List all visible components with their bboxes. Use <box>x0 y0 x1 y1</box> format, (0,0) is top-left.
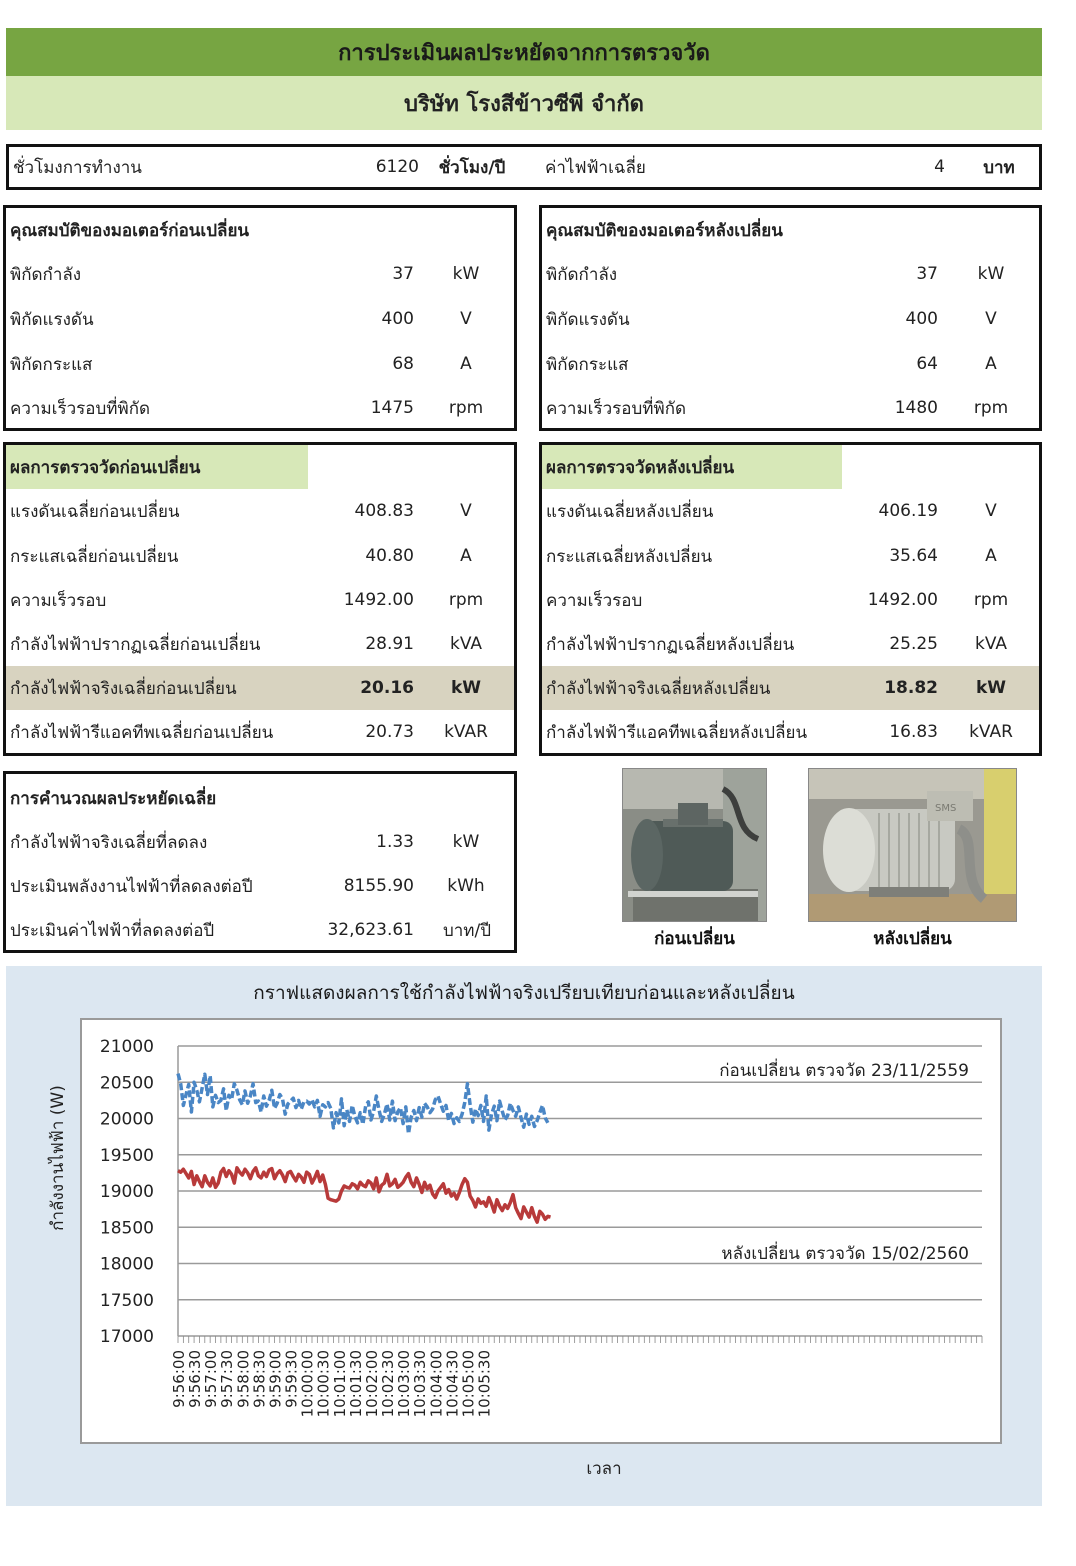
legend-after: หลังเปลี่ยน ตรวจวัด 15/02/2560 <box>721 1244 969 1264</box>
row-label: กระแสเฉลี่ยก่อนเปลี่ยน <box>10 546 179 567</box>
x-tick-label: 10:02:30 <box>379 1350 398 1418</box>
row-unit: kW <box>452 832 480 852</box>
motor-after-photo <box>808 768 1017 922</box>
row-value: 25.25 <box>889 634 938 654</box>
row-value: 20.73 <box>365 722 414 742</box>
table-row <box>542 386 1039 430</box>
table-row <box>542 710 1039 754</box>
row-unit: rpm <box>973 590 1009 610</box>
x-tick-label: 9:58:00 <box>234 1350 253 1408</box>
row-label: กำลังไฟฟ้าปรากฏเฉลี่ยหลังเปลี่ยน <box>546 634 795 655</box>
row-value: 400 <box>381 309 414 329</box>
table-row <box>6 622 514 666</box>
row-value: 408.83 <box>354 501 414 521</box>
row-label: กำลังไฟฟ้ารีแอคทีพเฉลี่ยก่อนเปลี่ยน <box>10 722 274 743</box>
chart-panel <box>6 966 1042 1506</box>
x-tick-label: 10:04:00 <box>427 1350 446 1418</box>
row-unit: kVA <box>974 634 1008 654</box>
y-tick-labels <box>100 1037 154 1347</box>
table-row <box>542 534 1039 578</box>
measure-before-heading: ผลการตรวจวัดก่อนเปลี่ยน <box>10 457 201 478</box>
motor-before-photo <box>622 768 767 922</box>
row-unit: A <box>985 354 997 374</box>
motor-after-box <box>539 205 1042 431</box>
series-after-line <box>178 1168 551 1222</box>
row-unit: kW <box>975 678 1007 698</box>
table-row <box>6 342 514 386</box>
y-axis-label: กำลังงานไฟฟ้า (W) <box>48 1085 68 1231</box>
y-tick-label: 19000 <box>99 1182 154 1202</box>
row-label: ความเร็วรอบที่พิกัด <box>546 398 687 419</box>
table-row <box>6 578 514 622</box>
row-label: ประเมินพลังงานไฟฟ้าที่ลดลงต่อปี <box>10 876 253 897</box>
row-label: พิกัดกำลัง <box>546 264 618 285</box>
row-unit: rpm <box>973 398 1009 418</box>
summary-box <box>6 144 1042 190</box>
table-row <box>6 710 514 754</box>
motor-before-image <box>623 769 767 922</box>
legend-before: ก่อนเปลี่ยน ตรวจวัด 23/11/2559 <box>719 1061 969 1081</box>
measure-before-heading-row <box>6 445 514 489</box>
row-value: 1492.00 <box>343 590 414 610</box>
tariff-unit: บาท <box>983 157 1015 178</box>
y-tick-label: 19500 <box>99 1145 154 1166</box>
page-title: การประเมินผลประหยัดจากการตรวจวัด <box>6 28 1042 76</box>
table-row <box>542 489 1039 533</box>
company-name: บริษัท โรงสีข้าวซีพี จำกัด <box>6 76 1042 130</box>
row-unit: kW <box>452 264 480 284</box>
row-value: 40.80 <box>365 546 414 566</box>
x-tick-label: 9:59:00 <box>266 1350 285 1408</box>
row-label: กำลังไฟฟ้าจริงเฉลี่ยหลังเปลี่ยน <box>546 678 771 699</box>
row-unit: kW <box>977 264 1005 284</box>
hours-value: 6120 <box>375 157 419 177</box>
chart-series <box>178 1074 551 1223</box>
row-label: พิกัดกระแส <box>546 354 629 375</box>
y-tick-label: 20000 <box>99 1109 154 1130</box>
table-row-highlight <box>542 666 1039 710</box>
row-value: 8155.90 <box>343 876 414 896</box>
x-tick-labels <box>170 1350 494 1417</box>
row-label: แรงดันเฉลี่ยหลังเปลี่ยน <box>546 501 714 522</box>
x-axis-label: เวลา <box>586 1459 622 1479</box>
row-value: 406.19 <box>878 501 938 521</box>
motor-before-box <box>3 205 517 431</box>
row-label: กำลังไฟฟ้ารีแอคทีพเฉลี่ยหลังเปลี่ยน <box>546 722 808 743</box>
x-tick-label: 10:01:00 <box>330 1350 349 1418</box>
row-unit: kW <box>450 678 482 698</box>
row-unit: A <box>985 546 997 566</box>
table-row <box>6 297 514 341</box>
row-label: แรงดันเฉลี่ยก่อนเปลี่ยน <box>10 501 180 522</box>
row-label: พิกัดแรงดัน <box>10 309 94 330</box>
x-tick-label: 10:00:30 <box>314 1350 333 1418</box>
tariff-label: ค่าไฟฟ้าเฉลี่ย <box>545 157 646 178</box>
savings-heading-row <box>6 776 514 820</box>
x-minor-ticks <box>178 1336 982 1343</box>
hours-label: ชั่วโมงการทำงาน <box>13 157 142 178</box>
table-row <box>6 252 514 296</box>
measure-after-box <box>539 442 1042 756</box>
row-unit: kVAR <box>969 722 1013 742</box>
row-label: พิกัดกำลัง <box>10 264 82 285</box>
nameplate-text: SMS <box>935 803 957 814</box>
motor-after-heading-row <box>542 208 1039 252</box>
row-label: พิกัดกระแส <box>10 354 93 375</box>
table-row <box>6 489 514 533</box>
measure-after-heading-row <box>542 445 1039 489</box>
row-value: 37 <box>392 264 414 284</box>
x-tick-label: 10:02:00 <box>362 1350 381 1418</box>
row-unit: kWh <box>447 876 485 896</box>
row-value: 400 <box>905 309 938 329</box>
row-value: 1480 <box>894 398 938 418</box>
x-tick-label: 10:05:00 <box>459 1350 478 1418</box>
row-unit: V <box>460 501 472 521</box>
row-unit: V <box>985 501 997 521</box>
x-tick-label: 10:00:00 <box>298 1350 317 1418</box>
savings-heading: การคำนวณผลประหยัดเฉลี่ย <box>10 788 217 809</box>
x-tick-label: 9:56:30 <box>186 1350 205 1408</box>
savings-box <box>3 771 517 953</box>
row-value: 64 <box>916 354 938 374</box>
measure-after-heading: ผลการตรวจวัดหลังเปลี่ยน <box>546 457 735 478</box>
motor-before-heading: คุณสมบัติของมอเตอร์ก่อนเปลี่ยน <box>10 220 250 241</box>
row-value: 35.64 <box>889 546 938 566</box>
row-value: 1492.00 <box>867 590 938 610</box>
y-tick-label: 18000 <box>99 1254 154 1275</box>
motor-after-image <box>809 769 1017 922</box>
after-photo-caption: หลังเปลี่ยน <box>873 929 952 949</box>
row-unit: rpm <box>448 398 484 418</box>
hours-unit: ชั่วโมง/ปี <box>438 157 506 178</box>
row-unit: V <box>985 309 997 329</box>
row-unit: kVAR <box>444 722 488 742</box>
motor-before-heading-row <box>6 208 514 252</box>
row-label: ความเร็วรอบ <box>10 590 107 611</box>
x-tick-label: 9:59:30 <box>282 1350 301 1408</box>
row-value: 20.16 <box>360 678 414 698</box>
x-tick-label: 9:57:00 <box>202 1350 221 1408</box>
y-tick-label: 17000 <box>99 1327 154 1347</box>
table-row <box>6 386 514 430</box>
table-row <box>542 252 1039 296</box>
x-tick-label: 9:57:30 <box>218 1350 237 1408</box>
table-row <box>542 342 1039 386</box>
row-label: กำลังไฟฟ้าจริงเฉลี่ยก่อนเปลี่ยน <box>10 678 237 699</box>
row-value: 37 <box>916 264 938 284</box>
table-row-highlight <box>6 666 514 710</box>
row-value: 1.33 <box>376 832 414 852</box>
x-tick-label: 10:03:00 <box>395 1350 414 1418</box>
row-label: ความเร็วรอบ <box>546 590 643 611</box>
measure-before-box <box>3 442 517 756</box>
power-chart <box>6 966 1042 1506</box>
y-tick-label: 20500 <box>99 1073 154 1094</box>
y-tick-label: 18500 <box>99 1218 154 1239</box>
row-unit: kVA <box>449 634 483 654</box>
row-unit: บาท/ปี <box>442 920 492 941</box>
y-tick-label: 21000 <box>99 1037 154 1057</box>
x-tick-label: 10:01:30 <box>346 1350 365 1418</box>
row-label: ประเมินค่าไฟฟ้าที่ลดลงต่อปี <box>10 920 215 941</box>
x-tick-label: 10:03:30 <box>411 1350 430 1418</box>
row-unit: A <box>460 354 472 374</box>
row-value: 28.91 <box>365 634 414 654</box>
table-row <box>6 820 514 864</box>
motor-after-heading: คุณสมบัติของมอเตอร์หลังเปลี่ยน <box>546 220 783 241</box>
row-label: กระแสเฉลี่ยหลังเปลี่ยน <box>546 546 713 567</box>
table-row <box>6 908 514 952</box>
row-value: 16.83 <box>889 722 938 742</box>
chart-title: กราฟแสดงผลการใช้กำลังไฟฟ้าจริงเปรียบเทียบก่อนและหลังเปลี่ยน <box>253 982 795 1004</box>
x-tick-label: 10:04:30 <box>443 1350 462 1418</box>
row-unit: A <box>460 546 472 566</box>
row-unit: V <box>460 309 472 329</box>
row-label: พิกัดแรงดัน <box>546 309 630 330</box>
table-row <box>542 578 1039 622</box>
before-photo-caption: ก่อนเปลี่ยน <box>654 929 735 949</box>
row-value: 1475 <box>370 398 414 418</box>
row-value: 18.82 <box>884 678 938 698</box>
table-row <box>6 534 514 578</box>
tariff-value: 4 <box>934 157 945 177</box>
row-value: 32,623.61 <box>327 920 414 940</box>
row-label: กำลังไฟฟ้าจริงเฉลี่ยที่ลดลง <box>10 832 208 853</box>
y-tick-label: 17500 <box>99 1290 154 1311</box>
row-unit: rpm <box>448 590 484 610</box>
x-tick-label: 10:05:30 <box>475 1350 494 1418</box>
x-tick-label: 9:56:00 <box>170 1350 188 1408</box>
row-label: กำลังไฟฟ้าปรากฏเฉลี่ยก่อนเปลี่ยน <box>10 634 261 655</box>
x-tick-label: 9:58:30 <box>250 1350 269 1408</box>
row-label: ความเร็วรอบที่พิกัด <box>10 398 151 419</box>
row-value: 68 <box>392 354 414 374</box>
chart-gridlines <box>178 1046 982 1336</box>
summary-row <box>9 145 1039 189</box>
table-row <box>6 864 514 908</box>
table-row <box>542 297 1039 341</box>
table-row <box>542 622 1039 666</box>
